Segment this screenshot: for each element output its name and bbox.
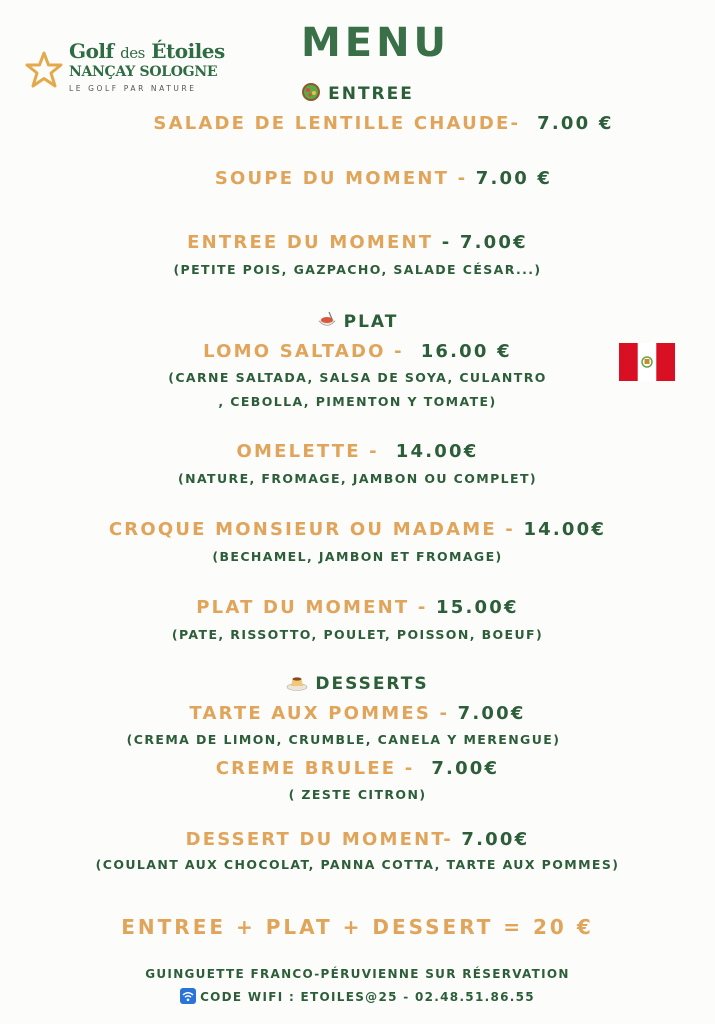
item-salade: SALADE DE LENTILLE CHAUDE- 7.00 € — [153, 113, 614, 134]
item-lomo: LOMO SALTADO - 16.00 € — [203, 341, 512, 362]
item-omelette: OMELETTE - 14.00€ — [236, 441, 479, 462]
section-entree — [0, 82, 715, 107]
pasta-icon — [317, 310, 337, 335]
section-desserts-label: DESSERTS — [315, 674, 429, 694]
item-dessert-moment-desc: (COULANT AUX CHOCOLAT, PANNA COTTA, TARTE AUX POMMES) — [95, 857, 620, 872]
logo-location: NANÇAY SOLOGNE — [69, 64, 218, 80]
page-title: MENU — [300, 20, 451, 66]
item-plat-moment: PLAT DU MOMENT - 15.00€ — [196, 597, 519, 618]
item-creme-desc: ( ZESTE CITRON) — [288, 787, 427, 802]
item-soupe: SOUPE DU MOMENT - 7.00 € — [214, 168, 553, 189]
footer-wifi-text: CODE WIFI : ETOILES@25 - 02.48.51.86.55 — [200, 990, 535, 1004]
item-omelette-desc: (NATURE, FROMAGE, JAMBON OU COMPLET) — [177, 471, 538, 486]
item-tarte: TARTE AUX POMMES - 7.00€ — [189, 703, 526, 724]
item-tarte-desc: (CREMA DE LIMON, CRUMBLE, CANELA Y MERENGUE) — [126, 732, 561, 747]
item-dessert-moment: DESSERT DU MOMENT- 7.00€ — [185, 829, 530, 850]
item-creme: CREME BRULEE - 7.00€ — [215, 758, 500, 779]
logo-brand: Golf des Étoiles — [69, 39, 225, 63]
combo-offer: ENTREE + PLAT + DESSERT = 20 € — [121, 915, 594, 939]
item-entree-moment: ENTREE DU MOMENT - 7.00€ — [187, 232, 528, 253]
custard-icon — [286, 672, 308, 697]
logo-tagline: LE GOLF PAR NATURE — [69, 84, 197, 93]
item-entree-moment-desc: (PETITE POIS, GAZPACHO, SALADE CÉSAR...) — [173, 262, 542, 277]
section-desserts — [0, 672, 715, 697]
item-plat-moment-desc: (PATE, RISSOTTO, POULET, POISSON, BOEUF) — [171, 627, 544, 642]
salad-icon — [301, 82, 321, 107]
section-plat-label: PLAT — [343, 312, 399, 332]
footer-wifi — [0, 988, 715, 1004]
section-plat — [0, 310, 715, 335]
peru-flag — [619, 343, 675, 381]
item-lomo-desc: , CEBOLLA, PIMENTON Y TOMATE) — [218, 394, 497, 409]
item-croque-desc: (BECHAMEL, JAMBON ET FROMAGE) — [212, 549, 503, 564]
item-lomo-desc: (CARNE SALTADA, SALSA DE SOYA, CULANTRO — [168, 370, 547, 385]
item-croque: CROQUE MONSIEUR OU MADAME - 14.00€ — [108, 519, 607, 540]
wifi-icon — [180, 988, 196, 1004]
section-entree-label: ENTREE — [328, 84, 414, 104]
footer-reservation: GUINGUETTE FRANCO-PÉRUVIENNE SUR RÉSERVATION — [145, 967, 570, 981]
